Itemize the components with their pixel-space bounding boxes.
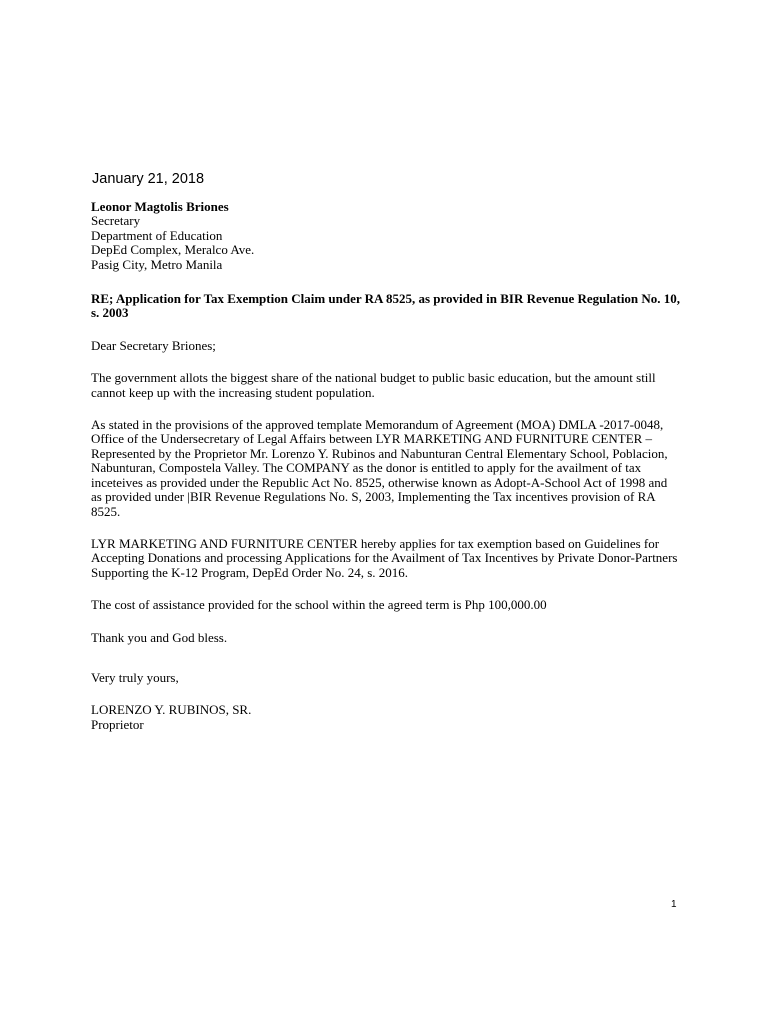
recipient-name: Leonor Magtolis Briones xyxy=(91,199,229,214)
recipient-department: Department of Education xyxy=(91,227,223,243)
signatory-title: Proprietor xyxy=(91,716,144,732)
letter-body xyxy=(91,200,681,732)
recipient-title: Secretary xyxy=(91,213,141,229)
paragraph-moa: As stated in the provisions of the approved template Memorandum of Agreement (MOA) DMLA -2017-0048, Office of the Undersecretary of Legal Affairs between LYR MARKETING AND FURNITURE CENTER – Represented by the Proprietor Mr. Lorenzo Y. Rubinos and Nabunturan Central Elementary School, Poblacion, Nabunturan, Compostela Valley. The COMPANY as the donor is entitled to apply for the availment of tax inceteives as provided under the Republic Act No. 8525, otherwise known as Adopt-A-School Act of 1998 and as provided under |BIR Revenue Regulations No. S, 2003, Implementing the Tax incentives provision of RA 8525. xyxy=(91,417,668,519)
signatory-name: LORENZO Y. RUBINOS, SR. xyxy=(91,702,252,718)
recipient-address-line1: DepEd Complex, Meralco Ave. xyxy=(91,242,255,258)
subject-line: RE; Application for Tax Exemption Claim under RA 8525, as provided in BIR Revenue Regulation No. 10, s. 2003 xyxy=(91,291,681,321)
page-number: 1 xyxy=(671,899,677,910)
salutation: Dear Secretary Briones; xyxy=(91,337,216,353)
closing-line: Thank you and God bless. xyxy=(91,629,228,645)
letter-date: January 21, 2018 xyxy=(92,171,205,187)
paragraph-budget: The government allots the biggest share of the national budget to public basic education, but the amount still cannot keep up with the increasing student population. xyxy=(91,370,656,400)
paragraph-application: LYR MARKETING AND FURNITURE CENTER hereby applies for tax exemption based on Guidelines for Accepting Donations and processing Applications for the Availment of Tax Incentives by Private Donor-Partners Supporting the K-12 Program, DepEd Order No. 24, s. 2016. xyxy=(91,535,678,580)
signature-block xyxy=(91,703,681,732)
recipient-address-line2: Pasig City, Metro Manila xyxy=(91,256,223,272)
valediction: Very truly yours, xyxy=(91,669,179,685)
recipient-block xyxy=(91,200,681,272)
paragraph-cost: The cost of assistance provided for the school within the agreed term is Php 100,000.00 xyxy=(91,597,547,613)
